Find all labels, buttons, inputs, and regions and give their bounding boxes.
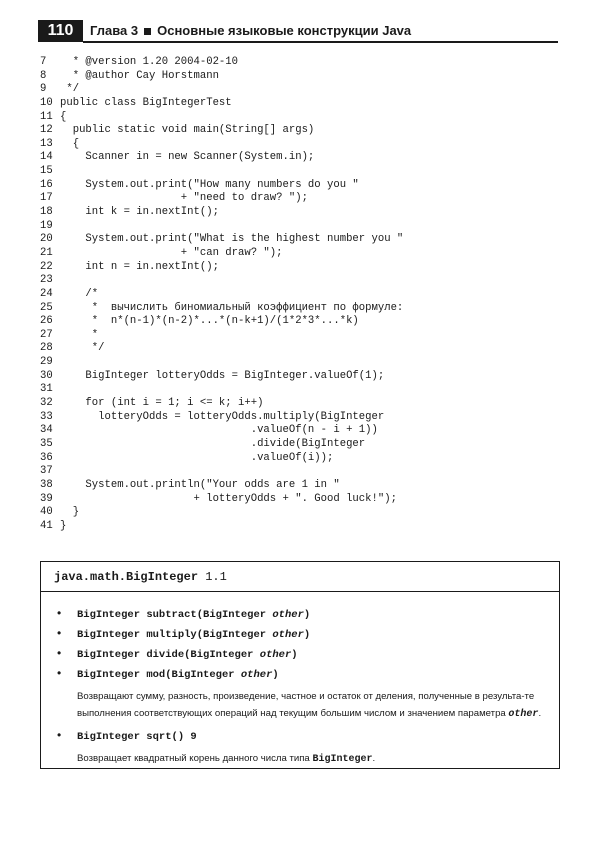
code-text: * @version 1.20 2004-02-10 <box>60 56 239 68</box>
line-number: 22 <box>40 260 53 273</box>
api-class-name: java.math.BigInteger <box>54 570 199 584</box>
header-rule <box>83 41 558 43</box>
code-text: * <box>60 328 99 341</box>
bullet-icon: • <box>57 606 62 620</box>
line-number: 39 <box>40 492 53 505</box>
code-line <box>40 397 403 411</box>
method-description: Возвращает квадратный корень данного числа типа BigInteger. <box>77 753 376 765</box>
line-number: 20 <box>40 233 53 246</box>
code-line <box>40 192 403 206</box>
line-number: 14 <box>40 151 53 164</box>
code-line <box>40 247 403 261</box>
line-number: 38 <box>40 478 53 491</box>
code-text: System.out.print("How many numbers do you " <box>60 178 359 191</box>
chapter-label: Глава 3 <box>90 23 139 38</box>
code-text: .divide(BigInteger <box>60 437 366 450</box>
line-number: 26 <box>40 315 53 328</box>
code-line <box>40 233 403 247</box>
code-line <box>40 165 403 179</box>
method-signature: BigInteger mod(BigInteger other) <box>77 669 279 681</box>
line-number: 28 <box>40 342 53 355</box>
code-line <box>40 342 403 356</box>
line-number: 36 <box>40 451 53 464</box>
bullet-icon: • <box>57 728 62 742</box>
code-line <box>40 370 403 384</box>
line-number: 15 <box>40 165 53 178</box>
code-line <box>40 206 403 220</box>
code-line <box>40 411 403 425</box>
code-line <box>40 56 403 70</box>
line-number: 37 <box>40 465 53 478</box>
line-number: 17 <box>40 192 53 205</box>
code-line <box>40 138 403 152</box>
code-line <box>40 438 403 452</box>
line-number: 32 <box>40 397 53 410</box>
line-number: 7 <box>40 56 47 68</box>
code-line <box>40 302 403 316</box>
code-line <box>40 97 403 111</box>
api-method-item <box>55 644 551 664</box>
code-line <box>40 124 403 138</box>
code-line <box>40 329 403 343</box>
code-text: Scanner in = new Scanner(System.in); <box>60 151 315 164</box>
line-number: 21 <box>40 246 53 259</box>
line-number: 16 <box>40 178 53 191</box>
code-line <box>40 465 403 479</box>
api-version: 1.1 <box>205 570 227 584</box>
line-number: 8 <box>40 69 47 82</box>
code-text: * n*(n-1)*(n-2)*...*(n-k+1)/(1*2*3*...*k) <box>60 315 359 328</box>
line-number: 31 <box>40 383 53 396</box>
chapter-title: Основные языковые конструкции Java <box>157 23 412 38</box>
code-text: .valueOf(i)); <box>60 451 334 464</box>
code-text: int n = in.nextInt(); <box>60 260 219 273</box>
code-text: } <box>60 519 67 532</box>
running-head <box>90 22 411 40</box>
code-line <box>40 288 403 302</box>
code-line <box>40 315 403 329</box>
code-text: for (int i = 1; i <= k; i++) <box>60 397 264 410</box>
line-number: 29 <box>40 356 53 369</box>
code-text: public class BigIntegerTest <box>60 96 232 109</box>
api-title-row <box>41 562 559 592</box>
code-line <box>40 356 403 370</box>
line-number: 18 <box>40 206 53 219</box>
code-text: int k = in.nextInt(); <box>60 206 219 219</box>
api-method-item <box>55 624 551 644</box>
code-text: + lotteryOdds + ". Good luck!"); <box>60 492 397 505</box>
line-number: 33 <box>40 410 53 423</box>
code-line <box>40 479 403 493</box>
api-method-item <box>55 604 551 624</box>
code-listing <box>40 56 403 533</box>
code-line <box>40 424 403 438</box>
line-number: 12 <box>40 124 53 137</box>
code-text: } <box>60 506 80 519</box>
line-number: 34 <box>40 424 53 437</box>
code-line <box>40 83 403 97</box>
line-number: 27 <box>40 328 53 341</box>
code-line <box>40 506 403 520</box>
square-bullet-icon <box>144 28 151 35</box>
code-text: */ <box>60 83 80 96</box>
line-number: 25 <box>40 301 53 314</box>
code-text: BigInteger lotteryOdds = BigInteger.valueOf(1); <box>60 369 385 382</box>
code-text: System.out.print("What is the highest number you " <box>60 233 404 246</box>
method-signature: BigInteger subtract(BigInteger other) <box>77 609 311 621</box>
code-text: { <box>60 137 80 150</box>
api-method-list <box>55 604 551 771</box>
code-text: { <box>60 110 67 123</box>
code-text: public static void main(String[] args) <box>60 124 315 137</box>
method-description: Возвращают сумму, разность, произведение, частное и остаток от деления, полученные в результа-те выполнения соответствующих операций над текущим большим числом и значением параметра other. <box>77 691 542 720</box>
code-text: System.out.println("Your odds are 1 in " <box>60 478 340 491</box>
method-signature: BigInteger divide(BigInteger other) <box>77 649 298 661</box>
api-title <box>54 570 227 584</box>
api-method-item <box>55 664 551 723</box>
page-header <box>38 18 558 42</box>
line-number: 35 <box>40 437 53 450</box>
page-number: 110 <box>38 20 83 42</box>
line-number: 24 <box>40 287 53 300</box>
code-text: .valueOf(n - i + 1)) <box>60 424 378 437</box>
line-number: 11 <box>40 110 53 123</box>
line-number: 13 <box>40 137 53 150</box>
code-line <box>40 274 403 288</box>
code-line <box>40 520 403 534</box>
code-text: lotteryOdds = lotteryOdds.multiply(BigInteger <box>60 410 385 423</box>
api-method-item <box>55 726 551 768</box>
code-line <box>40 261 403 275</box>
code-line <box>40 111 403 125</box>
code-line <box>40 383 403 397</box>
line-number: 23 <box>40 274 53 287</box>
code-line <box>40 70 403 84</box>
method-signature: BigInteger sqrt() 9 <box>77 731 197 743</box>
code-text: * @author Cay Horstmann <box>60 69 219 82</box>
code-line <box>40 452 403 466</box>
code-line <box>40 151 403 165</box>
method-signature: BigInteger multiply(BigInteger other) <box>77 629 311 641</box>
line-number: 9 <box>40 83 47 96</box>
code-line <box>40 179 403 193</box>
code-text: + "need to draw? "); <box>60 192 308 205</box>
bullet-icon: • <box>57 646 62 660</box>
code-text: * вычислить биномиальный коэффициент по формуле: <box>60 301 404 314</box>
code-line <box>40 493 403 507</box>
line-number: 41 <box>40 519 53 532</box>
code-text: */ <box>60 342 105 355</box>
bullet-icon: • <box>57 626 62 640</box>
line-number: 10 <box>40 96 53 109</box>
line-number: 30 <box>40 369 53 382</box>
line-number: 19 <box>40 219 53 232</box>
bullet-icon: • <box>57 666 62 680</box>
code-text: + "can draw? "); <box>60 246 283 259</box>
code-line <box>40 220 403 234</box>
line-number: 40 <box>40 506 53 519</box>
code-text: /* <box>60 287 99 300</box>
api-note-box <box>40 561 560 769</box>
